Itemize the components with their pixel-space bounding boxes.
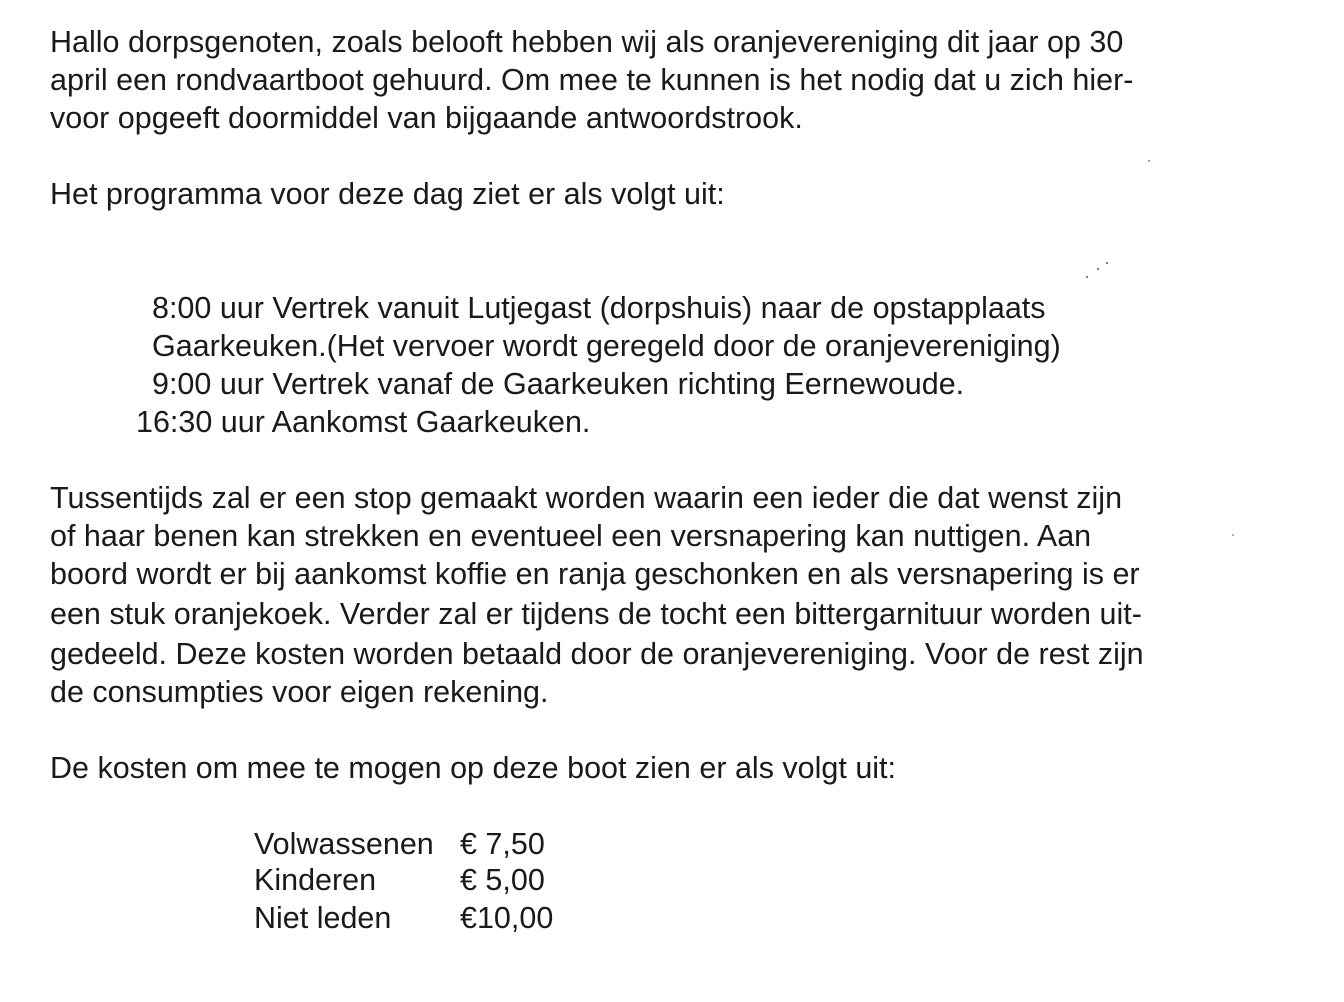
details-line: boord wordt er bij aankomst koffie en ranja geschonken en als versnapering is er (50, 557, 1140, 591)
scan-speck (1086, 276, 1088, 278)
cost-label-adults: Volwassenen (254, 827, 434, 861)
costs-intro: De kosten om mee te mogen op deze boot zien er als volgt uit: (50, 751, 897, 785)
scan-speck (1232, 534, 1234, 536)
scan-speck (1148, 160, 1150, 162)
scan-speck (1106, 262, 1108, 264)
schedule-line: 8:00 uur Vertrek vanuit Lutjegast (dorpshuis) naar de opstapplaats (152, 291, 1046, 325)
cost-price-children: € 5,00 (460, 863, 545, 897)
cost-price-nonmembers: €10,00 (460, 901, 554, 935)
intro-line: april een rondvaartboot gehuurd. Om mee te kunnen is het nodig dat u zich hier- (50, 63, 1134, 97)
schedule-line: 9:00 uur Vertrek vanaf de Gaarkeuken richting Eernewoude. (152, 367, 965, 401)
cost-label-children: Kinderen (254, 863, 377, 897)
details-line: Tussentijds zal er een stop gemaakt worden waarin een ieder die dat wenst zijn (50, 481, 1123, 515)
details-line: of haar benen kan strekken en eventueel een versnapering kan nuttigen. Aan (50, 519, 1092, 553)
details-line: gedeeld. Deze kosten worden betaald door de oranjevereniging. Voor de rest zijn (50, 637, 1144, 671)
scan-speck (1097, 268, 1099, 270)
schedule-line: Gaarkeuken.(Het vervoer wordt geregeld door de oranjevereniging) (152, 329, 1061, 363)
cost-price-adults: € 7,50 (460, 827, 545, 861)
program-intro: Het programma voor deze dag ziet er als volgt uit: (50, 177, 725, 211)
intro-line: voor opgeeft doormiddel van bijgaande antwoordstrook. (50, 101, 803, 135)
intro-line: Hallo dorpsgenoten, zoals belooft hebben wij als oranjevereniging dit jaar op 30 (50, 25, 1124, 59)
cost-label-nonmembers: Niet leden (254, 901, 392, 935)
details-line: een stuk oranjekoek. Verder zal er tijdens de tocht een bittergarnituur worden uit- (50, 597, 1142, 631)
schedule-line: 16:30 uur Aankomst Gaarkeuken. (136, 405, 591, 439)
details-line: de consumpties voor eigen rekening. (50, 675, 549, 709)
